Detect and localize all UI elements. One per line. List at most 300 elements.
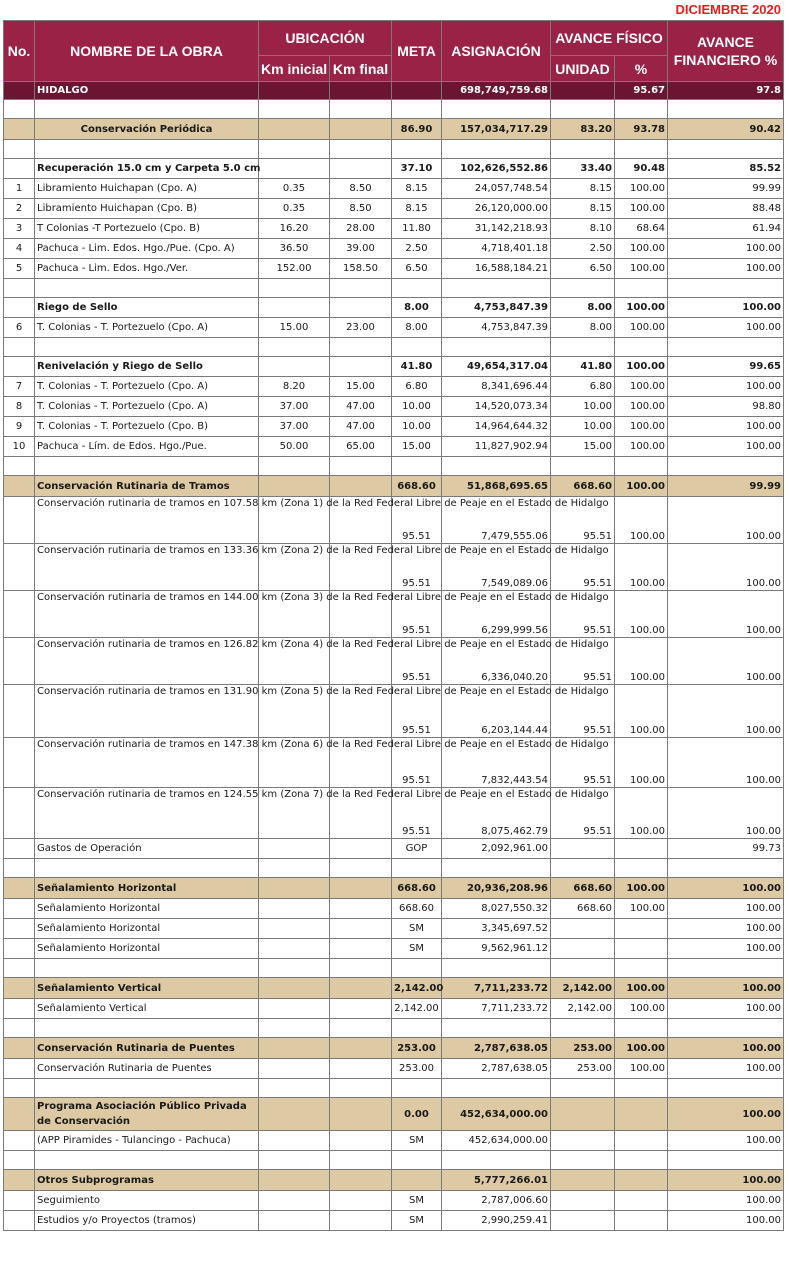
cell-name: Libramiento Huichapan (Cpo. A)	[35, 179, 259, 199]
table-row	[4, 999, 784, 1019]
spacer-row	[4, 1079, 784, 1098]
cell-allocation: 8,341,696.44	[442, 377, 551, 397]
cell-name: Conservación rutinaria de tramos en 147.38 km (Zona 6) de la Red Federal Libre de Peaje en el Estado de Hidalgo	[35, 738, 259, 788]
cell-financial: 100.00	[668, 899, 784, 919]
empty-cell	[35, 140, 259, 159]
cell-allocation: 26,120,000.00	[442, 199, 551, 219]
cell-unit: 668.60	[551, 899, 615, 919]
cell-pct: 100.00	[615, 199, 668, 219]
empty-cell	[668, 859, 784, 878]
cell-no	[4, 1098, 35, 1131]
cell-allocation: 452,634,000.00	[442, 1131, 551, 1151]
cell-goal: 6.80	[392, 377, 442, 397]
cell-pct: 100.00	[615, 591, 668, 638]
cell-km-start: 37.00	[259, 417, 330, 437]
cell-no: 1	[4, 179, 35, 199]
cell-financial: 100.00	[668, 544, 784, 591]
cell-km-start	[259, 939, 330, 959]
cell-allocation: 5,777,266.01	[442, 1170, 551, 1191]
cell-no	[4, 1170, 35, 1191]
cell-km-end	[330, 839, 392, 859]
empty-cell	[259, 959, 330, 978]
cell-no	[4, 357, 35, 377]
empty-cell	[4, 1151, 35, 1170]
subcategory-row	[4, 159, 784, 179]
cell-pct: 100.00	[615, 878, 668, 899]
empty-cell	[392, 959, 442, 978]
cell-no	[4, 1191, 35, 1211]
cell-unit: 668.60	[551, 476, 615, 497]
cell-unit: 10.00	[551, 397, 615, 417]
cell-name: Conservación Periódica	[35, 119, 259, 140]
cell-allocation: 14,964,644.32	[442, 417, 551, 437]
empty-cell	[668, 279, 784, 298]
empty-cell	[259, 1019, 330, 1038]
cell-goal: 95.51	[392, 788, 442, 839]
cell-pct: 100.00	[615, 259, 668, 279]
cell-allocation: 20,936,208.96	[442, 878, 551, 899]
cell-financial: 100.00	[668, 1098, 784, 1131]
cell-no	[4, 939, 35, 959]
empty-cell	[4, 959, 35, 978]
cell-name: Gastos de Operación	[35, 839, 259, 859]
cell-unit: 95.51	[551, 788, 615, 839]
subcategory-row	[4, 298, 784, 318]
cell-no: 2	[4, 199, 35, 219]
cell-name: T. Colonias - T. Portezuelo (Cpo. A)	[35, 397, 259, 417]
cell-no	[4, 591, 35, 638]
header-km-start: Km inicial	[259, 56, 330, 82]
cell-goal	[392, 1170, 442, 1191]
cell-pct	[615, 839, 668, 859]
cell-name: Riego de Sello	[35, 298, 259, 318]
cell-name: Señalamiento Vertical	[35, 978, 259, 999]
cell-allocation: 7,832,443.54	[442, 738, 551, 788]
cell-pct: 100.00	[615, 1059, 668, 1079]
cell-km-end	[330, 1131, 392, 1151]
table-body	[4, 82, 784, 1231]
table-row	[4, 219, 784, 239]
cell-pct	[615, 1170, 668, 1191]
empty-cell	[330, 959, 392, 978]
cell-no: 3	[4, 219, 35, 239]
cell-unit: 2,142.00	[551, 978, 615, 999]
cell-allocation: 14,520,073.34	[442, 397, 551, 417]
cell-unit	[551, 1191, 615, 1211]
cell-km-end	[330, 357, 392, 377]
empty-cell	[551, 859, 615, 878]
cell-goal: 8.00	[392, 318, 442, 338]
cell-name: Pachuca - Lim. Edos. Hgo./Pue. (Cpo. A)	[35, 239, 259, 259]
category-row	[4, 978, 784, 999]
empty-cell	[35, 279, 259, 298]
empty-cell	[551, 140, 615, 159]
cell-no	[4, 119, 35, 140]
cell-pct: 100.00	[615, 397, 668, 417]
cell-financial: 85.52	[668, 159, 784, 179]
cell-financial: 100.00	[668, 318, 784, 338]
cell-unit: 15.00	[551, 437, 615, 457]
cell-name: Renivelación y Riego de Sello	[35, 357, 259, 377]
cell-financial: 99.65	[668, 357, 784, 377]
cell-name: Libramiento Huichapan (Cpo. B)	[35, 199, 259, 219]
table-row	[4, 1059, 784, 1079]
header-goal: META	[392, 21, 442, 82]
empty-cell	[35, 1151, 259, 1170]
empty-cell	[330, 279, 392, 298]
cell-allocation: 157,034,717.29	[442, 119, 551, 140]
cell-goal: 95.51	[392, 497, 442, 544]
cell-name: Conservación Rutinaria de Puentes	[35, 1059, 259, 1079]
empty-cell	[551, 1151, 615, 1170]
cell-km-end: 28.00	[330, 219, 392, 239]
cell-unit: 95.51	[551, 685, 615, 738]
cell-no: 7	[4, 377, 35, 397]
cell-km-start: 8.20	[259, 377, 330, 397]
cell-km-end	[330, 1211, 392, 1231]
cell-name: Conservación Rutinaria de Tramos	[35, 476, 259, 497]
category-row	[4, 1098, 784, 1131]
header-financial: AVANCE FINANCIERO %	[668, 21, 784, 82]
cell-pct: 100.00	[615, 179, 668, 199]
cell-name: Señalamiento Vertical	[35, 999, 259, 1019]
cell-km-start	[259, 357, 330, 377]
cell-goal: 41.80	[392, 357, 442, 377]
cell-no	[4, 788, 35, 839]
category-row	[4, 1038, 784, 1059]
cell-pct: 100.00	[615, 357, 668, 377]
cell-financial: 100.00	[668, 978, 784, 999]
cell-unit: 95.51	[551, 544, 615, 591]
empty-cell	[259, 140, 330, 159]
cell-km-start: 15.00	[259, 318, 330, 338]
cell-financial: 100.00	[668, 1211, 784, 1231]
cell-no	[4, 839, 35, 859]
cell-allocation: 8,075,462.79	[442, 788, 551, 839]
table-row	[4, 377, 784, 397]
spacer-row	[4, 859, 784, 878]
cell-financial: 100.00	[668, 1059, 784, 1079]
cell-financial: 100.00	[668, 1038, 784, 1059]
cell-unit	[551, 1211, 615, 1231]
cell-name: Señalamiento Horizontal	[35, 878, 259, 899]
category-row	[4, 1170, 784, 1191]
cell-financial: 98.80	[668, 397, 784, 417]
cell-allocation: 16,588,184.21	[442, 259, 551, 279]
cell-unit: 95.51	[551, 738, 615, 788]
cell-unit	[551, 939, 615, 959]
spacer-row	[4, 100, 784, 119]
cell-pct	[615, 1098, 668, 1131]
cell-goal: 95.51	[392, 544, 442, 591]
cell-no	[4, 899, 35, 919]
cell-goal: 95.51	[392, 638, 442, 685]
empty-cell	[259, 1079, 330, 1098]
empty-cell	[35, 1019, 259, 1038]
cell-no	[4, 1059, 35, 1079]
cell-unit: 6.50	[551, 259, 615, 279]
cell-pct: 100.00	[615, 685, 668, 738]
cell-name: Programa Asociación Público Privada de Conservación	[35, 1098, 259, 1131]
empty-cell	[442, 959, 551, 978]
cell-km-end: 8.50	[330, 179, 392, 199]
cell-km-start	[259, 978, 330, 999]
table-row	[4, 318, 784, 338]
empty-cell	[4, 1079, 35, 1098]
cell-allocation: 4,753,847.39	[442, 298, 551, 318]
spacer-row	[4, 1019, 784, 1038]
cell-km-end: 23.00	[330, 318, 392, 338]
empty-cell	[35, 100, 259, 119]
cell-km-start	[259, 878, 330, 899]
cell-goal: 10.00	[392, 417, 442, 437]
empty-cell	[442, 338, 551, 357]
empty-cell	[551, 1079, 615, 1098]
table-row	[4, 939, 784, 959]
cell-name: Señalamiento Horizontal	[35, 919, 259, 939]
cell-pct: 100.00	[615, 417, 668, 437]
header-physical: AVANCE FÍSICO	[551, 21, 668, 56]
empty-cell	[668, 140, 784, 159]
cell-km-end	[330, 899, 392, 919]
table-row	[4, 437, 784, 457]
cell-financial: 88.48	[668, 199, 784, 219]
cell-allocation: 51,868,695.65	[442, 476, 551, 497]
cell-goal: SM	[392, 939, 442, 959]
cell-financial: 100.00	[668, 377, 784, 397]
subcategory-row	[4, 357, 784, 377]
empty-cell	[259, 100, 330, 119]
header-no: No.	[4, 21, 35, 82]
zone-row	[4, 685, 784, 738]
table-row	[4, 179, 784, 199]
cell-km-start: 37.00	[259, 397, 330, 417]
empty-cell	[615, 338, 668, 357]
cell-pct: 100.00	[615, 1038, 668, 1059]
cell-financial: 97.8	[668, 82, 784, 100]
empty-cell	[35, 859, 259, 878]
cell-pct: 100.00	[615, 899, 668, 919]
cell-km-end: 15.00	[330, 377, 392, 397]
cell-no	[4, 878, 35, 899]
cell-km-start	[259, 159, 330, 179]
empty-cell	[551, 457, 615, 476]
cell-allocation: 7,711,233.72	[442, 978, 551, 999]
cell-goal: 11.80	[392, 219, 442, 239]
cell-km-start	[259, 1098, 330, 1131]
table-row	[4, 899, 784, 919]
cell-no	[4, 685, 35, 738]
cell-name: Conservación rutinaria de tramos en 124.55 km (Zona 7) de la Red Federal Libre de Peaje en el Estado de Hidalgo	[35, 788, 259, 839]
cell-unit	[551, 1131, 615, 1151]
empty-cell	[551, 279, 615, 298]
empty-cell	[551, 959, 615, 978]
cell-financial: 99.99	[668, 179, 784, 199]
table-row	[4, 1191, 784, 1211]
empty-cell	[392, 859, 442, 878]
cell-name: Otros Subprogramas	[35, 1170, 259, 1191]
cell-goal: 2.50	[392, 239, 442, 259]
cell-km-end	[330, 159, 392, 179]
cell-unit: 95.51	[551, 591, 615, 638]
cell-km-start: 0.35	[259, 199, 330, 219]
cell-km-end	[330, 1170, 392, 1191]
cell-goal: SM	[392, 919, 442, 939]
cell-km-start	[259, 839, 330, 859]
empty-cell	[392, 338, 442, 357]
empty-cell	[392, 140, 442, 159]
cell-pct	[615, 919, 668, 939]
cell-name: T. Colonias - T. Portezuelo (Cpo. A)	[35, 318, 259, 338]
empty-cell	[615, 859, 668, 878]
cell-pct: 100.00	[615, 738, 668, 788]
cell-goal: SM	[392, 1211, 442, 1231]
cell-allocation: 6,299,999.56	[442, 591, 551, 638]
empty-cell	[4, 457, 35, 476]
cell-name: Señalamiento Horizontal	[35, 939, 259, 959]
cell-km-end	[330, 999, 392, 1019]
cell-unit	[551, 839, 615, 859]
cell-allocation: 3,345,697.52	[442, 919, 551, 939]
empty-cell	[668, 100, 784, 119]
cell-pct: 93.78	[615, 119, 668, 140]
state-total-row	[4, 82, 784, 100]
table-row	[4, 1211, 784, 1231]
cell-name: T Colonias -T Portezuelo (Cpo. B)	[35, 219, 259, 239]
cell-unit	[551, 919, 615, 939]
empty-cell	[35, 1079, 259, 1098]
cell-unit: 95.51	[551, 497, 615, 544]
empty-cell	[551, 1019, 615, 1038]
cell-unit: 10.00	[551, 417, 615, 437]
cell-goal: 8.15	[392, 179, 442, 199]
cell-goal: 10.00	[392, 397, 442, 417]
cell-goal: 253.00	[392, 1038, 442, 1059]
cell-km-end	[330, 1059, 392, 1079]
empty-cell	[392, 100, 442, 119]
cell-allocation: 6,336,040.20	[442, 638, 551, 685]
cell-financial: 100.00	[668, 1131, 784, 1151]
header-allocation: ASIGNACIÓN	[442, 21, 551, 82]
empty-cell	[615, 140, 668, 159]
cell-name: Conservación rutinaria de tramos en 107.58 km (Zona 1) de la Red Federal Libre de Peaje en el Estado de Hidalgo	[35, 497, 259, 544]
cell-km-start	[259, 119, 330, 140]
cell-pct: 100.00	[615, 377, 668, 397]
cell-pct: 68.64	[615, 219, 668, 239]
cell-no: 9	[4, 417, 35, 437]
empty-cell	[259, 279, 330, 298]
empty-cell	[4, 140, 35, 159]
table-row	[4, 239, 784, 259]
cell-allocation: 4,718,401.18	[442, 239, 551, 259]
cell-financial: 100.00	[668, 497, 784, 544]
cell-km-start	[259, 1211, 330, 1231]
empty-cell	[330, 338, 392, 357]
cell-unit: 6.80	[551, 377, 615, 397]
cell-financial: 100.00	[668, 878, 784, 899]
cell-km-end: 47.00	[330, 397, 392, 417]
cell-financial: 100.00	[668, 999, 784, 1019]
cell-allocation: 698,749,759.68	[442, 82, 551, 100]
cell-allocation: 7,711,233.72	[442, 999, 551, 1019]
cell-no	[4, 159, 35, 179]
cell-name: Conservación rutinaria de tramos en 133.36 km (Zona 2) de la Red Federal Libre de Peaje en el Estado de Hidalgo	[35, 544, 259, 591]
cell-allocation: 24,057,748.54	[442, 179, 551, 199]
cell-km-start: 50.00	[259, 437, 330, 457]
cell-financial: 99.73	[668, 839, 784, 859]
empty-cell	[392, 457, 442, 476]
empty-cell	[668, 1019, 784, 1038]
cell-allocation: 31,142,218.93	[442, 219, 551, 239]
empty-cell	[442, 279, 551, 298]
empty-cell	[35, 338, 259, 357]
cell-unit	[551, 1170, 615, 1191]
cell-km-start	[259, 1131, 330, 1151]
cell-pct	[615, 1211, 668, 1231]
table-row	[4, 417, 784, 437]
cell-name: Conservación rutinaria de tramos en 126.82 km (Zona 4) de la Red Federal Libre de Peaje en el Estado de Hidalgo	[35, 638, 259, 685]
cell-allocation: 7,549,089.06	[442, 544, 551, 591]
cell-pct: 100.00	[615, 298, 668, 318]
cell-km-start	[259, 476, 330, 497]
empty-cell	[442, 1019, 551, 1038]
cell-allocation: 2,092,961.00	[442, 839, 551, 859]
empty-cell	[615, 1019, 668, 1038]
cell-financial: 100.00	[668, 738, 784, 788]
cell-name: Estudios y/o Proyectos (tramos)	[35, 1211, 259, 1231]
cell-km-start: 36.50	[259, 239, 330, 259]
cell-financial: 100.00	[668, 939, 784, 959]
cell-unit: 253.00	[551, 1059, 615, 1079]
header-pct: %	[615, 56, 668, 82]
cell-pct: 100.00	[615, 544, 668, 591]
cell-financial: 90.42	[668, 119, 784, 140]
cell-pct: 95.67	[615, 82, 668, 100]
cell-no	[4, 1131, 35, 1151]
empty-cell	[615, 1079, 668, 1098]
cell-financial: 100.00	[668, 638, 784, 685]
cell-goal: 15.00	[392, 437, 442, 457]
cell-financial: 100.00	[668, 1170, 784, 1191]
cell-goal: 253.00	[392, 1059, 442, 1079]
empty-cell	[392, 1019, 442, 1038]
cell-allocation: 452,634,000.00	[442, 1098, 551, 1131]
cell-name: T. Colonias - T. Portezuelo (Cpo. A)	[35, 377, 259, 397]
cell-km-start	[259, 1059, 330, 1079]
cell-goal: 6.50	[392, 259, 442, 279]
cell-no	[4, 1038, 35, 1059]
cell-km-start	[259, 899, 330, 919]
cell-allocation: 102,626,552.86	[442, 159, 551, 179]
empty-cell	[392, 1079, 442, 1098]
cell-name: Pachuca - Lím. de Edos. Hgo./Pue.	[35, 437, 259, 457]
cell-km-end	[330, 919, 392, 939]
cell-pct	[615, 939, 668, 959]
zone-row	[4, 591, 784, 638]
cell-financial: 100.00	[668, 788, 784, 839]
cell-pct: 100.00	[615, 318, 668, 338]
empty-cell	[330, 859, 392, 878]
cell-financial: 100.00	[668, 239, 784, 259]
cell-name: HIDALGO	[35, 82, 259, 100]
zone-row	[4, 544, 784, 591]
spacer-row	[4, 279, 784, 298]
cell-allocation: 11,827,902.94	[442, 437, 551, 457]
empty-cell	[668, 1079, 784, 1098]
zone-row	[4, 788, 784, 839]
cell-km-start	[259, 298, 330, 318]
cell-name: Pachuca - Lim. Edos. Hgo./Ver.	[35, 259, 259, 279]
